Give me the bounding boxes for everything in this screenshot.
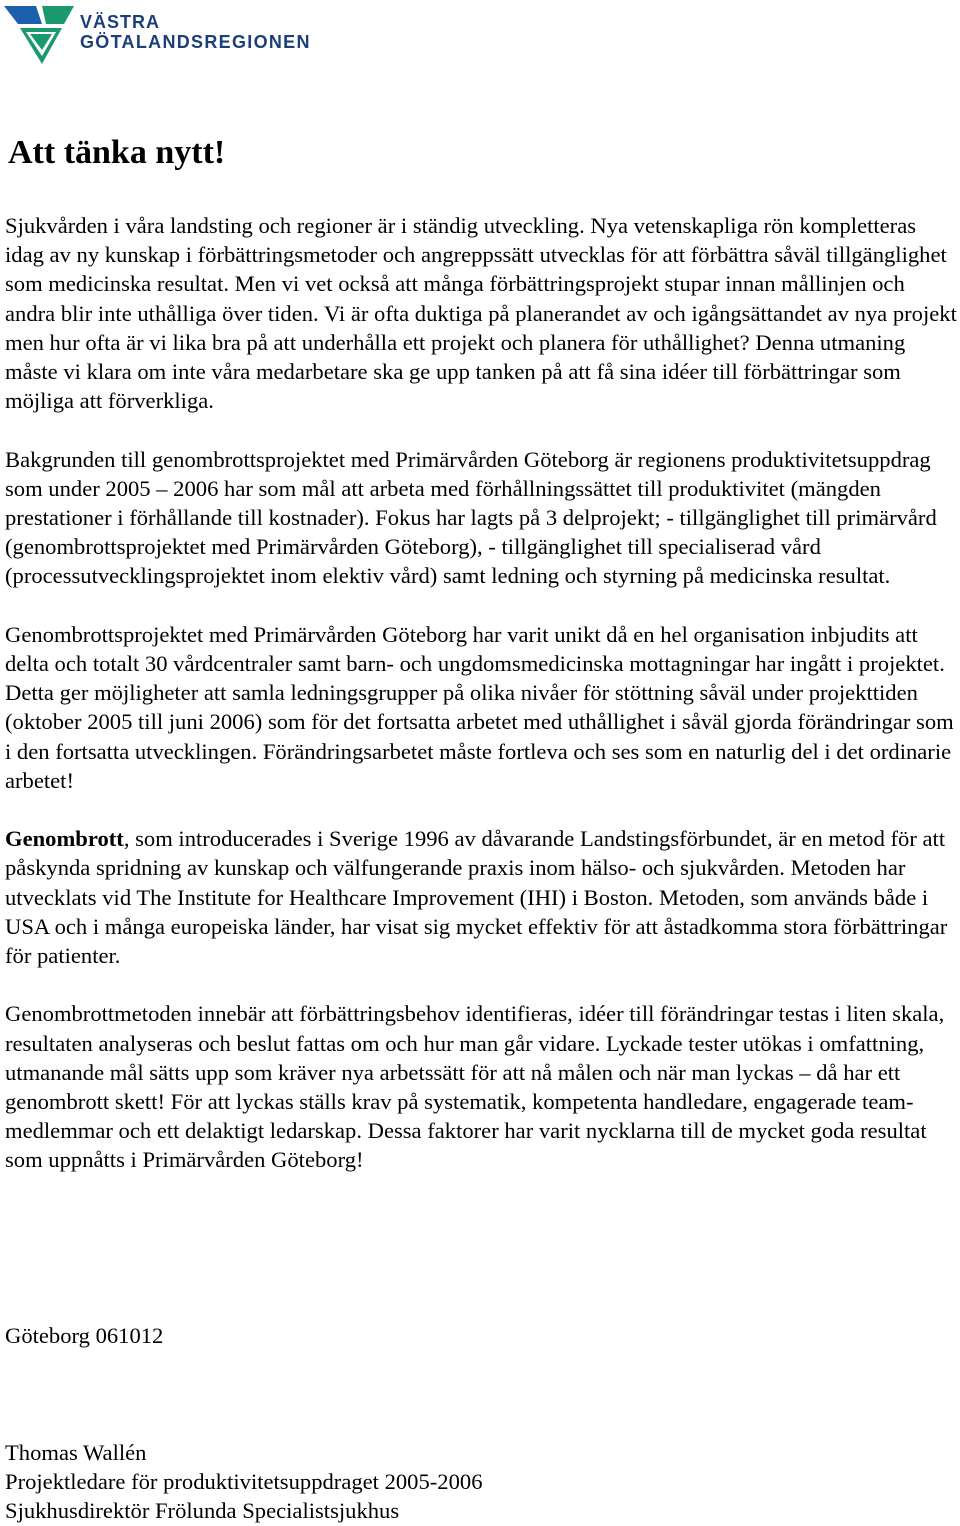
genombrott-term: Genombrott xyxy=(5,826,124,852)
paragraph-intro: Sjukvården i våra landsting och regioner är i ständig utveckling. Nya vetenskapliga rön kompletteras idag av ny kunskap i förbättringsmetoder och angreppssätt utvecklas för att förbättra såväl tillgänglighet som medicinska resultat. Men vi vet också att många förbättringsprojekt stupar innan mållinjen och andra blir inte uthålliga över tiden. Vi är ofta duktiga på planerandet av och igångsättandet av nya projekt men hur ofta är vi lika bra på att underhålla ett projekt och planera för uthållighet? Denna utmaning måste vi klara om inte våra medarbetare ska ge upp tanken på att få sina idéer till förbättringar som möjliga att förverkliga. xyxy=(5,213,957,414)
paragraph-method: Genombrottmetoden innebär att förbättringsbehov identifieras, idéer till förändringar testas i liten skala, resultaten analyseras och beslut fattas om och hur man går vidare. Lyckade tester utökas i omfattning, utmanande mål sätts upp som kräver nya arbetssätt för att nå målen och när man lyckas – då har ett genombrott skett! För att lyckas ställs krav på systematik, kompetenta handledare, engagerade team-medlemmar och ett delaktigt ledarskap. Dessa faktorer har varit nycklarna till de mycket goda resultat som uppnåtts i Primärvården Göteborg! xyxy=(5,1001,945,1173)
signature-role-2: Sjukhusdirektör Frölunda Specialistsjukhus xyxy=(5,1498,400,1524)
logo-mark-icon xyxy=(4,2,76,66)
logo-line-2: GÖTALANDSREGIONEN xyxy=(80,32,311,52)
paragraph-background: Bakgrunden till genombrottsprojektet med Primärvården Göteborg är regionens produktivitetsuppdrag som under 2005 – 2006 har som mål att arbeta med förhållningssättet till produktivitet (mängden prestationer i förhållande till kostnader). Fokus har lagts på 3 delprojekt; - tillgänglighet till primärvård (genombrottsprojektet med Primärvården Göteborg), - tillgänglighet till specialiserad vård (processutvecklingsprojektet inom elektiv vård) samt ledning och styrning på medicinska resultat. xyxy=(5,446,937,589)
page-title: Att tänka nytt! xyxy=(8,134,226,171)
signature-block xyxy=(5,1438,483,1526)
signature-role-1: Projektledare för produktivitetsuppdraget 2005-2006 xyxy=(5,1469,483,1495)
dateline: Göteborg 061012 xyxy=(5,1323,164,1348)
genombrott-description: , som introducerades i Sverige 1996 av dåvarande Landstingsförbundet, är en metod för att påskynda spridning av kunskap och välfungerande praxis inom hälso- och sjukvården. Metoden har utvecklats vid The Institute for Healthcare Improvement (IHI) i Boston. Metoden, som används både i USA och i många europeiska länder, har visat sig mycket effektiv för att åstadkomma stora förbättringar för patienter. xyxy=(5,826,948,969)
paragraph-genombrott xyxy=(5,824,960,970)
signature-name: Thomas Wallén xyxy=(5,1440,147,1465)
paragraph-project: Genombrottsprojektet med Primärvården Göteborg har varit unikt då en hel organisation inbjudits att delta och totalt 30 vårdcentraler samt barn- och ungdomsmedicinska mottagningar har ingått i projektet. Detta ger möjligheter att samla ledningsgrupper på olika nivåer för stöttning såväl under projekttiden (oktober 2005 till juni 2006) som för det fortsatta arbetet med uthållighet i såväl gjorda förändringar som i den fortsatta utvecklingen. Förändringsarbetet måste fortleva och ses som en naturlig del i det ordinarie arbetet! xyxy=(5,621,954,793)
vastra-gotalandsregionen-logo xyxy=(4,2,314,66)
logo-line-1: VÄSTRA xyxy=(80,12,161,32)
body-text xyxy=(5,211,960,1175)
